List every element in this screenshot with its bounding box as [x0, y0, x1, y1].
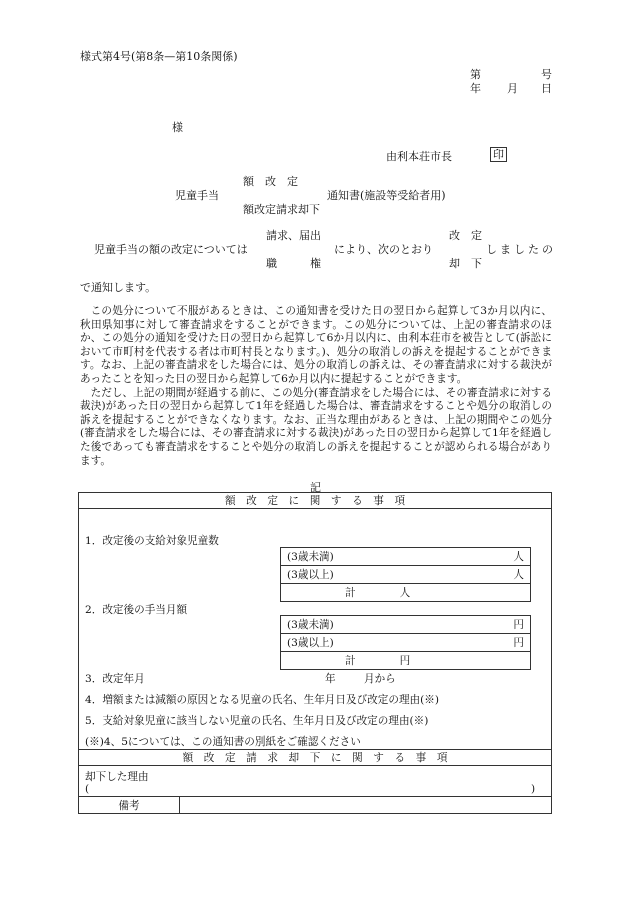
remarks-label: 備考 [79, 797, 180, 814]
notice-option-reject: 却 下 [449, 257, 482, 270]
title-prefix: 児童手当 [175, 189, 219, 202]
amount-row: (3歳未満) 円 [281, 616, 531, 634]
doc-no-prefix: 第 [470, 68, 481, 81]
sender-name: 由利本荘市長 [386, 150, 452, 163]
count-row: (3歳未満) 人 [281, 548, 531, 566]
notice-closing: で通知します。 [80, 281, 157, 294]
rejection-reason-label: 却下した理由 [85, 771, 149, 783]
notice-option-revise: 改 定 [449, 229, 482, 242]
monthly-amount-box [280, 615, 531, 670]
form-table [78, 492, 552, 814]
date-day: 日 [541, 82, 552, 95]
notice-lead: 児童手当の額の改定については [94, 243, 248, 256]
title-option-rejection: 額改定請求却下 [243, 203, 320, 216]
item-3-year: 年 [325, 673, 336, 685]
count-row: (3歳以上) 人 [281, 566, 531, 584]
title-suffix: 通知書(施設等受給者用) [327, 189, 446, 202]
paren-open: ( [85, 783, 90, 795]
title-option-revision: 額 改 定 [243, 175, 298, 188]
form-number: 様式第4号(第8条—第10条関係) [80, 50, 238, 63]
notice-option-request: 請求、届出 [266, 229, 321, 242]
notice-tail: しましたの [486, 243, 556, 256]
item-3-label: 3．改定年月 [85, 673, 145, 685]
date-year: 年 [470, 82, 481, 95]
amount-total-row: 計 円 [281, 652, 531, 670]
child-count-box [280, 547, 531, 602]
official-seal [490, 146, 507, 162]
item-4-label: 4．増額または減額の原因となる児童の氏名、生年月日及び改定の理由(※) [85, 694, 440, 706]
notice-middle: により、次のとおり [334, 243, 433, 256]
appeal-notice [80, 305, 552, 468]
date-month: 月 [507, 82, 518, 95]
paren-close: ) [531, 783, 536, 795]
remarks-field [180, 797, 552, 814]
rejection-body [79, 766, 552, 797]
ki-mark: 記 [310, 481, 321, 494]
item-3-month: 月から [364, 673, 396, 685]
appeal-paragraph-1: この処分について不服があるときは、この通知書を受けた日の翌日から起算して3か月以内に、秋田県知事に対して審査請求をすることができます。この処分については、上記の審査請求のほか、この処分の通知を受けた日の翌日から起算して6か月以内に、由利本荘市を被告として(訴訟において市町村を代表する者は市町村長となります。)、処分の取消しの訴えを提起することができます。なお、上記の審査請求をした場合には、処分の取消しの訴えは、その審査請求に対する裁決があったことを知った日の翌日から起算して6か月以内に提起することができます。 [80, 305, 552, 385]
revision-body [79, 509, 552, 750]
seal-mark: 印 [490, 147, 507, 162]
item-2-label: 2．改定後の手当月額 [85, 604, 188, 616]
item-note: (※)4、5については、この通知書の別紙をご確認ください [85, 736, 361, 748]
appeal-paragraph-2: ただし、上記の期間が経過する前に、この処分(審査請求をした場合には、その審査請求に対する裁決)があった日の翌日から起算して1年を経過した場合は、審査請求をすることや処分の取消しの訴えを提起することができなくなります。なお、正当な理由があるときは、上記の期間やこの処分(審査請求をした場合には、その審査請求に対する裁決)があった日の翌日から起算して1年を経過した後であっても審査請求をすることや処分の取消しの訴えを提起することが認められる場合があります。 [80, 386, 552, 467]
revision-heading: 額 改 定 に 関 す る 事 項 [79, 493, 552, 509]
addressee-honorific: 様 [172, 121, 183, 134]
item-1-label: 1．改定後の支給対象児童数 [85, 535, 219, 547]
item-5-label: 5．支給対象児童に該当しない児童の氏名、生年月日及び改定の理由(※) [85, 715, 429, 727]
amount-row: (3歳以上) 円 [281, 634, 531, 652]
notice-option-ex-officio: 職 権 [266, 257, 321, 270]
count-total-row: 計 人 [281, 584, 531, 602]
rejection-heading: 額 改 定 請 求 却 下 に 関 す る 事 項 [79, 750, 552, 766]
doc-no-suffix: 号 [541, 68, 552, 81]
